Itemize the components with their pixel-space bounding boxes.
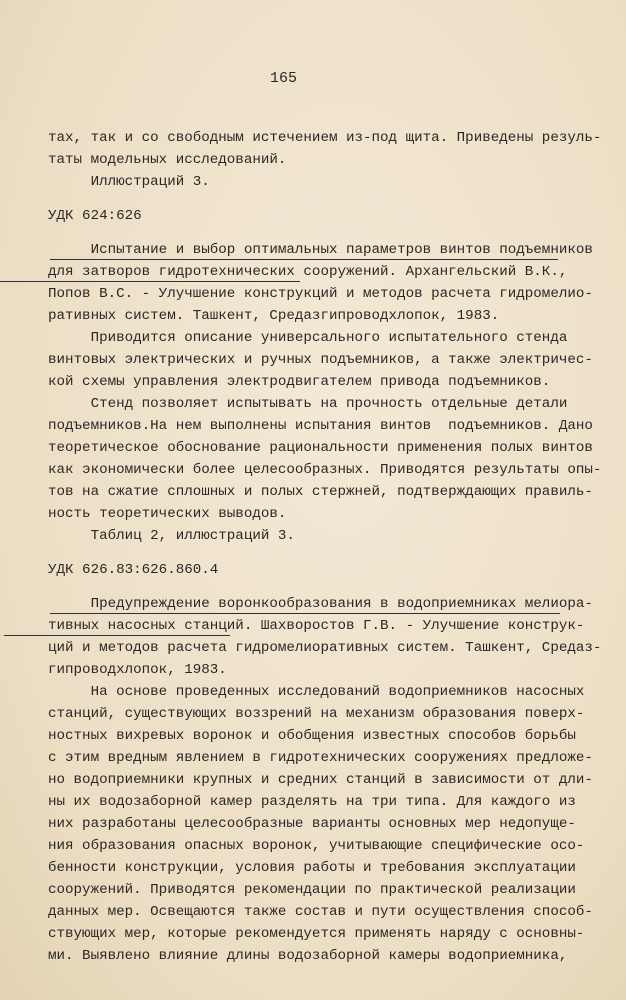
text-line: таты модельных исследований. xyxy=(48,152,287,168)
article-title-line: Испытание и выбор оптимальных параметров винтов подъемников xyxy=(48,242,593,258)
text-line: кой схемы управления электродвигателем привода подъемников. xyxy=(48,374,551,390)
text-line: ствующих мер, которые рекомендуется применять наряду с основны- xyxy=(48,926,585,942)
title-underline xyxy=(4,635,230,636)
udc-code: УДК 624:626 xyxy=(48,208,142,224)
text-line: ность теоретических выводов. xyxy=(48,506,287,522)
text-line: Стенд позволяет испытывать на прочность отдельные детали xyxy=(48,396,568,412)
text-line: Приводится описание универсального испытательного стенда xyxy=(48,330,568,346)
text-line: На основе проведенных исследований водоприемников насосных xyxy=(48,684,585,700)
text-line: сооружений. Приводятся рекомендации по практической реализации xyxy=(48,882,576,898)
text-line: них разработаны целесообразные варианты основных мер недопуще- xyxy=(48,816,576,832)
article-title-line: тивных насосных станций. Шахворостов Г.В. - Улучшение конструк- xyxy=(48,618,585,634)
title-underline xyxy=(50,259,558,260)
text-line: но водоприемники крупных и средних станций в зависимости от дли- xyxy=(48,772,593,788)
text-line: станций, существующих воззрений на механизм образования поверх- xyxy=(48,706,585,722)
text-line: с этим вредным явлением в гидротехнических сооружениях предложе- xyxy=(48,750,593,766)
text-line: данных мер. Освещаются также состав и пути осуществления способ- xyxy=(48,904,593,920)
text-line: как экономически более целесообразных. Приводятся результаты опы- xyxy=(48,462,602,478)
page-number: 165 xyxy=(270,70,298,87)
text-line: бенности конструкции, условия работы и требования эксплуатации xyxy=(48,860,576,876)
text-line: подъемников.На нем выполнены испытания винтов подъемников. Дано xyxy=(48,418,593,434)
text-line: гипроводхлопок, 1983. xyxy=(48,662,227,678)
text-line: Иллюстраций 3. xyxy=(48,174,210,190)
article-title-line: для затворов гидротехнических сооружений. Архангельский В.К., xyxy=(48,264,568,280)
text-line: тах, так и со свободным истечением из-под щита. Приведены резуль- xyxy=(48,130,602,146)
title-underline xyxy=(0,281,300,282)
text-line: Попов В.С. - Улучшение конструкций и методов расчета гидромелио- xyxy=(48,286,593,302)
text-line: тов на сжатие сплошных и полых стержней, подтверждающих правиль- xyxy=(48,484,593,500)
text-line: ративных систем. Ташкент, Средазгипроводхлопок, 1983. xyxy=(48,308,500,324)
text-line: ния образования опасных воронок, учитывающие специфические осо- xyxy=(48,838,585,854)
text-line: ций и методов расчета гидромелиоративных систем. Ташкент, Средаз- xyxy=(48,640,602,656)
text-line: ны их водозаборной камер разделять на три типа. Для каждого из xyxy=(48,794,576,810)
text-line: ми. Выявлено влияние длины водозаборной камеры водоприемника, xyxy=(48,948,568,964)
article-title-line: Предупреждение воронкообразования в водоприемниках мелиора- xyxy=(48,596,593,612)
title-underline xyxy=(50,613,560,614)
text-line: винтовых электрических и ручных подъемников, а также электричес- xyxy=(48,352,593,368)
text-line: Таблиц 2, иллюстраций 3. xyxy=(48,528,295,544)
text-line: теоретическое обоснование рациональности применения полых винтов xyxy=(48,440,593,456)
text-line: ностных вихревых воронок и обобщения известных способов борьбы xyxy=(48,728,576,744)
udc-code: УДК 626.83:626.860.4 xyxy=(48,562,219,578)
